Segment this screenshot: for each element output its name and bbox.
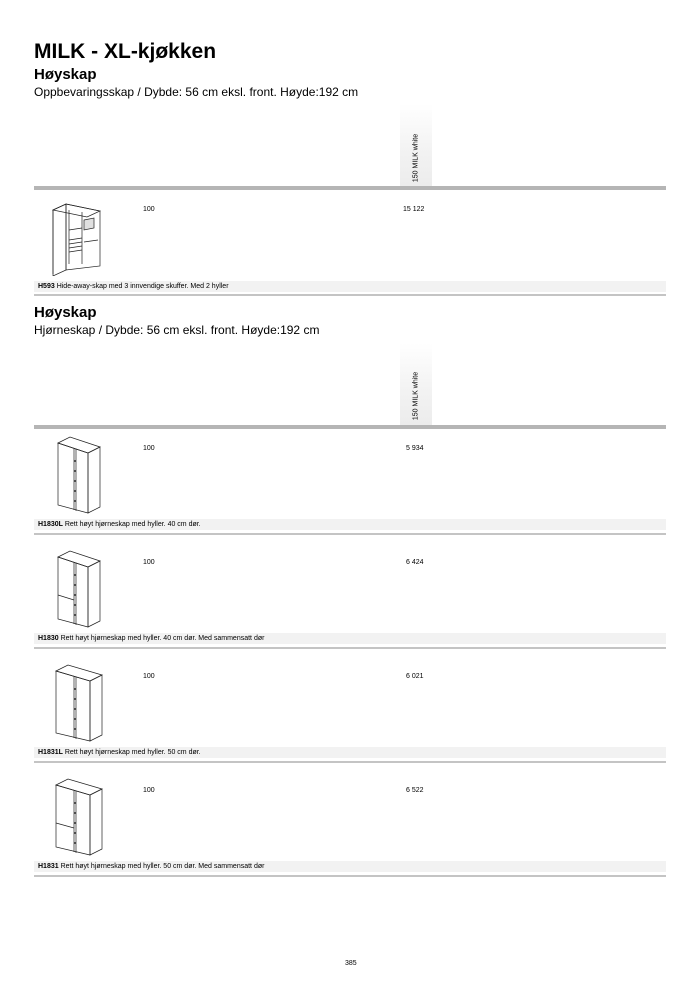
quantity: 100 [143, 673, 155, 680]
section-subheading: Oppbevaringsskap / Dybde: 56 cm eksl. front. Høyde:192 cm [34, 85, 359, 99]
header-divider [34, 425, 666, 429]
column-header-label: 150 MILK white [412, 133, 420, 183]
quantity: 100 [143, 445, 155, 452]
section-heading: Høyskap [34, 66, 97, 83]
product-code: H1830 [38, 635, 59, 642]
corner-cabinet-split-door-icon [50, 777, 108, 857]
price: 6 522 [406, 787, 424, 794]
product-caption [38, 747, 201, 758]
product-code: H1830L [38, 521, 63, 528]
product-caption [38, 519, 201, 530]
row-divider [34, 761, 666, 763]
price: 15 122 [403, 206, 425, 213]
section-subheading: Hjørneskap / Dybde: 56 cm eksl. front. Høyde:192 cm [34, 323, 320, 337]
product-code: H1831 [38, 863, 59, 870]
corner-cabinet-icon [50, 435, 108, 515]
header-divider [34, 186, 666, 190]
product-caption [38, 633, 264, 644]
product-code: H1831L [38, 749, 63, 756]
product-description: Rett høyt hjørneskap med hyller. 40 cm dør. [64, 521, 201, 528]
product-description: Rett høyt hjørneskap med hyller. 50 cm dør. Med sammensatt dør [60, 863, 265, 870]
product-caption [38, 281, 229, 292]
row-divider [34, 294, 666, 296]
page-number: 385 [345, 960, 357, 967]
corner-cabinet-icon [50, 663, 108, 743]
hide-away-cabinet-icon [50, 198, 108, 276]
row-divider [34, 647, 666, 649]
product-description: Rett høyt hjørneskap med hyller. 50 cm dør. [64, 749, 201, 756]
product-description: Rett høyt hjørneskap med hyller. 40 cm dør. Med sammensatt dør [60, 635, 265, 642]
product-code: H593 [38, 283, 55, 290]
product-description: Hide-away-skap med 3 innvendige skuffer. Med 2 hyller [56, 283, 229, 290]
quantity: 100 [143, 559, 155, 566]
page-title: MILK - XL-kjøkken [34, 40, 217, 63]
column-header-label: 150 MILK white [412, 371, 420, 421]
row-divider [34, 533, 666, 535]
row-divider [34, 875, 666, 877]
product-caption [38, 861, 264, 872]
price: 6 021 [406, 673, 424, 680]
section-heading: Høyskap [34, 304, 97, 321]
quantity: 100 [143, 787, 155, 794]
price: 6 424 [406, 559, 424, 566]
corner-cabinet-split-door-icon [50, 549, 108, 629]
price: 5 934 [406, 445, 424, 452]
quantity: 100 [143, 206, 155, 213]
